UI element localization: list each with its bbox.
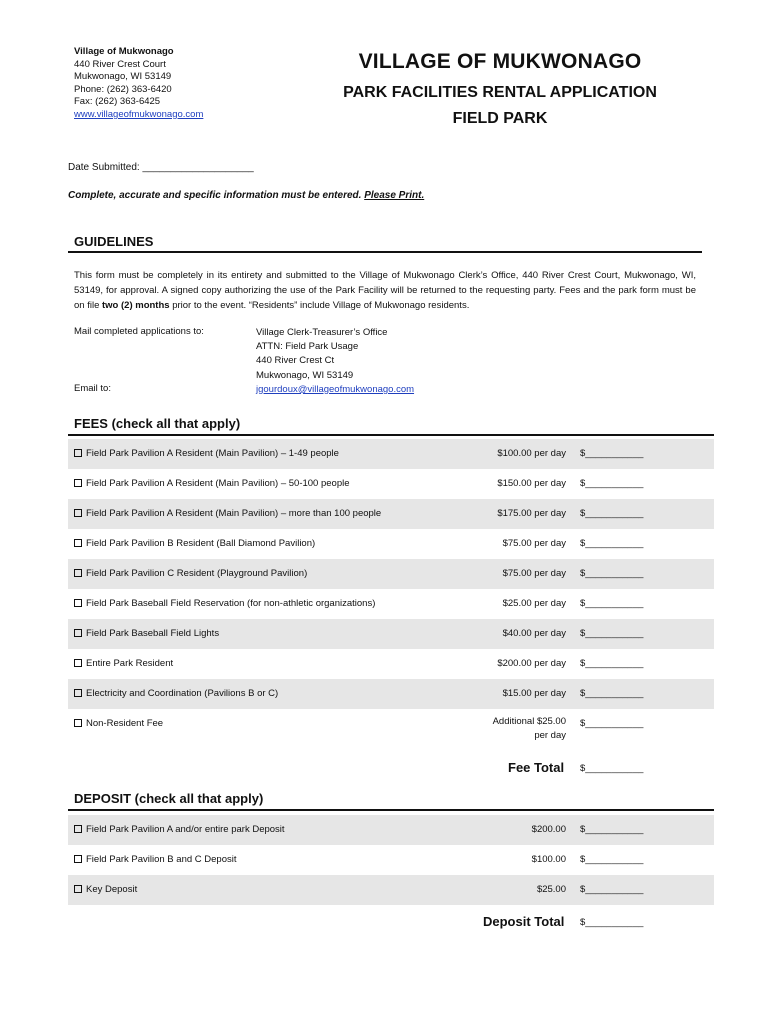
fee-label: Field Park Pavilion B Resident (Ball Diamond Pavilion) (74, 538, 315, 549)
mail-line: Mukwonago, WI 53149 (256, 369, 354, 381)
fee-total-label: Fee Total (508, 760, 565, 775)
checkbox-icon[interactable] (74, 599, 82, 607)
deposit-row[interactable] (68, 815, 714, 845)
deposit-blank[interactable]: $___________ (580, 884, 644, 895)
fee-row[interactable] (68, 439, 714, 469)
fee-label: Entire Park Resident (74, 658, 173, 669)
fee-row[interactable] (68, 619, 714, 649)
title-block (320, 50, 680, 128)
website-link[interactable]: www.villageofmukwonago.com (74, 108, 204, 120)
fees-table (68, 439, 714, 751)
fee-row[interactable] (68, 469, 714, 499)
fee-label: Field Park Pavilion A Resident (Main Pavilion) – 50-100 people (74, 478, 350, 489)
fee-blank[interactable]: $___________ (580, 688, 644, 699)
fee-blank[interactable]: $___________ (580, 598, 644, 609)
fee-blank[interactable]: $___________ (580, 508, 644, 519)
please-print: Please Print. (364, 190, 425, 201)
deposit-label: Field Park Pavilion B and C Deposit (74, 854, 237, 865)
fee-amount: $200.00 per day (497, 658, 566, 669)
instructions-text: Complete, accurate and specific information must be entered. (68, 190, 362, 201)
deposit-amount: $25.00 (536, 884, 566, 895)
instructions (68, 190, 424, 201)
fee-blank[interactable]: $___________ (580, 628, 644, 639)
checkbox-icon[interactable] (74, 719, 82, 727)
org-name: Village of Mukwonago (74, 46, 174, 57)
fee-label: Field Park Pavilion C Resident (Playground Pavilion) (74, 568, 307, 579)
mail-line: 440 River Crest Ct (256, 355, 335, 367)
mail-line: Village Clerk-Treasurer’s Office (256, 327, 388, 338)
fee-amount: $15.00 per day (502, 688, 566, 699)
address-city: Mukwonago, WI 53149 (74, 71, 172, 83)
deposit-amount: $200.00 (531, 824, 566, 835)
mail-address (256, 326, 414, 397)
deposit-table (68, 815, 714, 905)
guidelines-text-2: prior to the event. “Residents” include Village of Mukwonago residents. (169, 300, 470, 311)
phone: Phone: (262) 363-6420 (74, 83, 172, 95)
fees-divider (68, 434, 714, 436)
deposit-total-label: Deposit Total (483, 914, 565, 929)
deposit-blank[interactable]: $___________ (580, 824, 644, 835)
deposit-row[interactable] (68, 845, 714, 875)
guidelines-text-1: This form must be completely in its entirety and submitted to the Village of Mukwonago Clerk’s Office, 440 River Crest Court, Mukwonago, WI, 53149, for approval. A signed copy authorizing the use of the Park Facility will be returned to the requesting party. Fees and the park form must be on file (74, 270, 696, 311)
checkbox-icon[interactable] (74, 569, 82, 577)
checkbox-icon[interactable] (74, 855, 82, 863)
facility-name: FIELD PARK (452, 110, 548, 127)
fee-label: Field Park Baseball Field Lights (74, 628, 219, 639)
deposit-blank[interactable]: $___________ (580, 854, 644, 865)
email-link[interactable]: jgourdoux@villageofmukwonago.com (256, 383, 415, 395)
fee-row[interactable] (68, 709, 714, 751)
fee-blank[interactable]: $___________ (580, 478, 644, 489)
guidelines-heading: GUIDELINES (74, 234, 154, 249)
fee-row[interactable] (68, 649, 714, 679)
fees-heading: FEES (check all that apply) (74, 416, 241, 431)
guidelines-text-bold: two (2) months (102, 300, 170, 311)
fee-row[interactable] (68, 679, 714, 709)
checkbox-icon[interactable] (74, 659, 82, 667)
fee-amount: $75.00 per day (502, 538, 566, 549)
fee-amount: $150.00 per day (497, 478, 566, 489)
guidelines-paragraph (74, 268, 696, 313)
page-title: VILLAGE OF MUKWONAGO (358, 50, 642, 73)
fee-label: Field Park Baseball Field Reservation (for non-athletic organizations) (74, 598, 375, 609)
fee-amount: $175.00 per day (497, 508, 566, 519)
checkbox-icon[interactable] (74, 825, 82, 833)
checkbox-icon[interactable] (74, 629, 82, 637)
fee-amount: $75.00 per day (502, 568, 566, 579)
email-label: Email to: (74, 383, 111, 394)
checkbox-icon[interactable] (74, 885, 82, 893)
fee-row[interactable] (68, 589, 714, 619)
fee-row[interactable] (68, 499, 714, 529)
checkbox-icon[interactable] (74, 479, 82, 487)
fee-label: Field Park Pavilion A Resident (Main Pavilion) – more than 100 people (74, 508, 381, 519)
fee-label: Electricity and Coordination (Pavilions B or C) (74, 688, 278, 699)
fee-row[interactable] (68, 529, 714, 559)
fee-amount: $25.00 per day (502, 598, 566, 609)
mail-label: Mail completed applications to: (74, 326, 204, 337)
page-subtitle: PARK FACILITIES RENTAL APPLICATION (343, 84, 657, 101)
fax: Fax: (262) 363-6425 (74, 96, 161, 108)
fee-label: Field Park Pavilion A Resident (Main Pavilion) – 1-49 people (74, 448, 339, 459)
fee-blank[interactable]: $___________ (580, 568, 644, 579)
fee-blank[interactable]: $___________ (580, 538, 644, 549)
fee-blank[interactable]: $___________ (580, 718, 644, 729)
checkbox-icon[interactable] (74, 509, 82, 517)
deposit-heading: DEPOSIT (check all that apply) (74, 791, 264, 806)
checkbox-icon[interactable] (74, 539, 82, 547)
fee-row[interactable] (68, 559, 714, 589)
fee-blank[interactable]: $___________ (580, 658, 644, 669)
deposit-label: Key Deposit (74, 884, 137, 895)
guidelines-divider (68, 251, 702, 253)
deposit-total-blank[interactable]: $___________ (580, 917, 644, 928)
deposit-amount: $100.00 (531, 854, 566, 865)
fee-amount: $40.00 per day (502, 628, 566, 639)
fee-label: Non-Resident Fee (74, 718, 163, 729)
deposit-label: Field Park Pavilion A and/or entire park Deposit (74, 824, 285, 835)
deposit-divider (68, 809, 714, 811)
fee-amount: Additional $25.00 per day (492, 716, 566, 741)
fee-amount: $100.00 per day (497, 448, 566, 459)
fee-blank[interactable]: $___________ (580, 448, 644, 459)
deposit-row[interactable] (68, 875, 714, 905)
checkbox-icon[interactable] (74, 689, 82, 697)
address-block (74, 46, 203, 122)
mail-line: ATTN: Field Park Usage (256, 341, 359, 353)
checkbox-icon[interactable] (74, 449, 82, 457)
date-submitted-field[interactable]: Date Submitted: ____________________ (68, 162, 254, 173)
fee-total-blank[interactable]: $___________ (580, 763, 644, 774)
address-line: 440 River Crest Court (74, 58, 166, 70)
